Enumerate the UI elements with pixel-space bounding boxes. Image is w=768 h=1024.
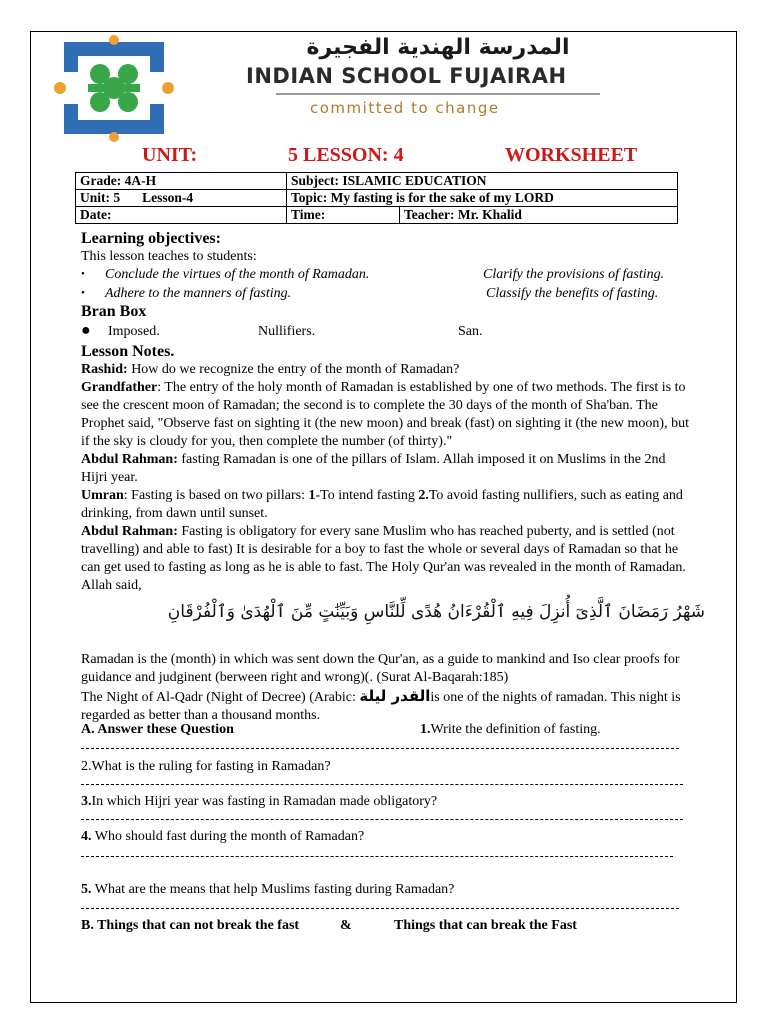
answer-line[interactable]: [81, 819, 683, 820]
question-4: 4. Who should fast during the month of Ramadan?: [81, 829, 365, 844]
subject-cell: Subject: ISLAMIC EDUCATION: [287, 173, 678, 190]
night-of-qadr-text: The Night of Al-Qadr (Night of Decree) (Arabic: القدر ليلةis one of the nights of ramadan. This night is regarded as better than a thousand months.: [81, 687, 681, 723]
note-paragraph: Abdul Rahman: Fasting is obligatory for every sane Muslim who has reached puberty, and is settled (not travelling) and able to fast) It is desirable for a boy to fast the whole or several days of Ramadan so that he can get used to fasting as long as he is able to fast. The Holy Qur'an was revealed in the month of Ramadan. Allah said,: [81, 524, 686, 593]
answer-line[interactable]: [81, 856, 673, 857]
school-tagline: committed to change: [310, 99, 500, 117]
bullet-icon: •: [81, 268, 85, 280]
school-logo-icon: [52, 34, 176, 142]
objectives-heading: Learning objectives:: [81, 230, 221, 247]
quran-verse-arabic: شَهْرُ رَمَضَانَ ٱلَّذِىٓ أُنزِلَ فِيهِ ٱلْقُرْءَانُ هُدًى لِّلنَّاسِ وَبَيِّنَٰتٍ مِّنَ ٱلْهُدَىٰ وَٱلْفُرْقَانِ: [167, 602, 705, 622]
objective-item: Adhere to the manners of fasting.: [105, 286, 292, 301]
note-paragraph: Umran: Fasting is based on two pillars: 1-To intend fasting 2.To avoid fasting nullifiers, such as eating and drinking, from dawn until sunset.: [81, 488, 683, 521]
note-paragraph: Grandfather: The entry of the holy month of Ramadan is established by one of two methods. The first is to see the crescent moon of Ramadan; the second is to complete the 30 days of the month of Sha'ban. The Prophet said, "Observe fast on sighting it (the new moon) and break (fast) on sighting it (the new moon), but if the sky is cloudy for you, then complete the number (of thirty).": [81, 380, 689, 449]
grade-cell: Grade: 4A-H: [76, 173, 287, 190]
section-a-heading: A. Answer these Question: [81, 722, 234, 737]
bran-word: Nullifiers.: [258, 324, 316, 339]
answer-line[interactable]: [81, 908, 679, 909]
objective-item: Conclude the virtues of the month of Ramadan.: [105, 267, 370, 282]
header-divider: [276, 93, 600, 95]
bullet-icon: •: [81, 287, 85, 299]
unit-label: UNIT:: [142, 144, 198, 166]
note-paragraph: Abdul Rahman: fasting Ramadan is one of the pillars of Islam. Allah imposed it on Muslims in the 2nd Hijri year.: [81, 452, 666, 485]
answer-line[interactable]: [81, 748, 679, 749]
school-name-arabic: المدرسة الهندية الفجيرة: [306, 35, 570, 60]
lesson-label: 5 LESSON: 4: [288, 144, 404, 166]
bran-box-heading: Bran Box: [81, 303, 147, 320]
section-b-right-heading: Things that can break the Fast: [394, 918, 577, 933]
question-5: 5. What are the means that help Muslims fasting during Ramadan?: [81, 882, 455, 897]
bullet-icon: ●: [81, 322, 91, 339]
question-1: 1.Write the definition of fasting.: [420, 722, 601, 737]
lesson-notes-heading: Lesson Notes.: [81, 343, 175, 360]
objective-item: Clarify the provisions of fasting.: [483, 267, 665, 282]
question-2: 2.What is the ruling for fasting in Ramadan?: [81, 759, 331, 774]
worksheet-label: WORKSHEET: [505, 144, 638, 166]
section-b-ampersand: &: [340, 918, 352, 933]
bran-word: San.: [458, 324, 483, 339]
section-b-left-heading: B. Things that can not break the fast: [81, 918, 300, 933]
unit-cell: Unit: 5 Lesson-4: [76, 190, 287, 207]
school-name-english: INDIAN SCHOOL FUJAIRAH: [246, 64, 567, 88]
objective-item: Classify the benefits of fasting.: [486, 286, 659, 301]
date-cell: Date:: [76, 207, 287, 224]
verse-translation: Ramadan is the (month) in which was sent down the Qur'an, as a guide to mankind and Iso clear proofs for guidance and judginent (berween right and wrong)(. (Surat Al-Baqarah:185): [81, 652, 680, 685]
question-3: 3.In which Hijri year was fasting in Ramadan made obligatory?: [81, 794, 438, 809]
info-table: [75, 172, 678, 224]
teacher-cell: Teacher: Mr. Khalid: [400, 207, 678, 224]
answer-line[interactable]: [81, 784, 683, 785]
note-paragraph: Rashid: How do we recognize the entry of the month of Ramadan?: [81, 362, 460, 377]
topic-cell: Topic: My fasting is for the sake of my LORD: [287, 190, 678, 207]
bran-word: Imposed.: [108, 324, 160, 339]
objectives-intro: This lesson teaches to students:: [81, 249, 257, 264]
time-cell: Time:: [287, 207, 400, 224]
lesson-notes-body: [81, 361, 691, 595]
